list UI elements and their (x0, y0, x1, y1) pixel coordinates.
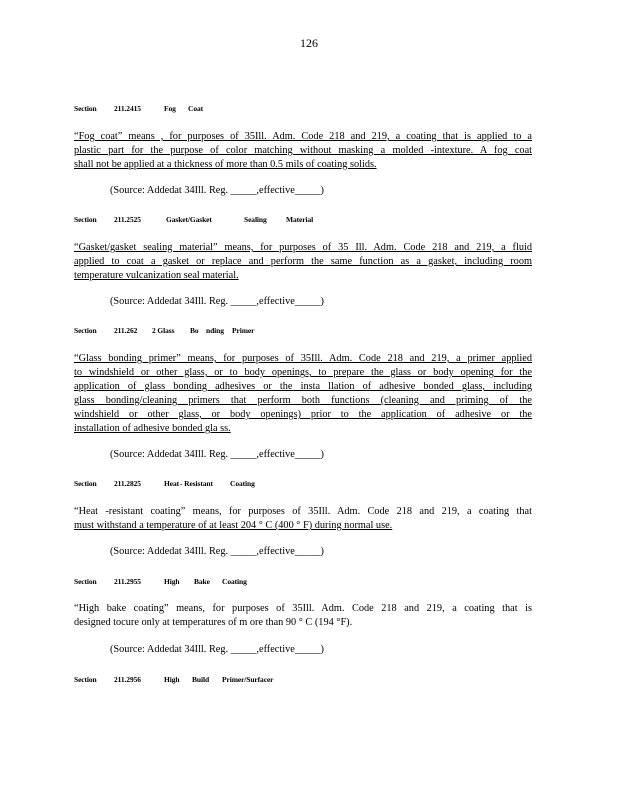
section-number: 211.2956 (114, 675, 141, 684)
section-title-word: Primer (232, 326, 255, 335)
section-title-word: Coating (230, 479, 255, 488)
paragraph-line: glass bonding/cleaning primers that perform both functions (cleaning and priming of the (74, 395, 532, 406)
paragraph-line: temperature vulcanization seal material. (74, 270, 239, 281)
section-title-word: Primer/Surfacer (222, 675, 274, 684)
section-title-word: Sealing (244, 215, 267, 224)
section-number: 211.262 (114, 326, 138, 335)
section-title-word: Bake (194, 577, 210, 586)
paragraph-line: to windshield or other glass, or to body openings, to prepare the glass or body opening for the (74, 367, 532, 378)
paragraph-line: installation of adhesive bonded gla ss. (74, 423, 231, 434)
section-title-word: Coating (222, 577, 247, 586)
definition-paragraph (74, 130, 532, 172)
paragraph-line: designed tocure only at temperatures of m ore than 90 ° C (194 °F). (74, 617, 353, 628)
paragraph-line: plastic part for the purpose of color matching without masking a molded -intexture. A fog coat (74, 145, 532, 156)
section-heading (74, 577, 266, 586)
section-label: Section (74, 326, 97, 335)
section-label: Section (74, 215, 97, 224)
paragraph-line: shall not be applied at a thickness of more than 0.5 mils of coating solids. (74, 159, 377, 170)
section-title-word: - Resistant (180, 479, 213, 488)
definition-paragraph (74, 241, 532, 283)
section-title-word: Build (192, 675, 210, 684)
source-note: (Source: Addedat 34Ill. Reg. _____,effective_____) (110, 296, 324, 307)
source-note: (Source: Addedat 34Ill. Reg. _____,effective_____) (110, 546, 324, 557)
paragraph-line: “Glass bonding primer” means, for purposes of 35Ill. Adm. Code 218 and 219, a primer applied (74, 353, 532, 364)
section-number: 211.2415 (114, 104, 141, 113)
section-label: Section (74, 675, 97, 684)
section-number: 211.2955 (114, 577, 141, 586)
paragraph-line: “Fog coat” means , for purposes of 35Ill. Adm. Code 218 and 219, a coating that is applied to a (74, 131, 532, 142)
section-title-word: Bo (190, 326, 199, 335)
section-title-word: Fog (164, 104, 176, 113)
paragraph-line: “Heat -resistant coating” means, for purposes of 35Ill. Adm. Code 218 and 219, a coating that (74, 506, 532, 517)
paragraph-line: “Gasket/gasket sealing material” means, for purposes of 35 Ill. Adm. Code 218 and 219, a fluid (74, 242, 532, 253)
section-title-word: Heat (164, 479, 180, 488)
section-number: 211.2525 (114, 215, 141, 224)
section-number: 211.2825 (114, 479, 141, 488)
section-heading (74, 326, 272, 335)
section-title-word: Coat (188, 104, 204, 113)
section-heading (74, 479, 270, 488)
section-heading (74, 104, 212, 113)
section-title-word: High (164, 675, 180, 684)
definition-paragraph (74, 602, 532, 630)
paragraph-line: windshield or other glass, or body openings) prior to the application of adhesive or the (74, 409, 532, 420)
section-title-word: Material (286, 215, 314, 224)
section-title-word: 2 Glass (152, 326, 175, 335)
source-note: (Source: Addedat 34Ill. Reg. _____,effective_____) (110, 185, 324, 196)
section-label: Section (74, 479, 97, 488)
source-note: (Source: Addedat 34Ill. Reg. _____,effective_____) (110, 449, 324, 460)
definition-paragraph (74, 505, 532, 533)
section-title-word: nding (206, 326, 224, 335)
paragraph-line: applied to coat a gasket or replace and perform the same function as a gasket, including room (74, 256, 532, 267)
section-heading (74, 215, 326, 224)
section-heading (74, 675, 314, 684)
section-title-word: High (164, 577, 180, 586)
paragraph-line: must withstand a temperature of at least 204 ° C (400 ° F) during normal use. (74, 520, 393, 531)
paragraph-line: application of glass bonding adhesives or the insta llation of adhesive bonded glass, including (74, 381, 532, 392)
paragraph-line: “High bake coating” means, for purposes of 35Ill. Adm. Code 218 and 219, a coating that is (74, 603, 532, 614)
section-label: Section (74, 577, 97, 586)
definition-paragraph (74, 352, 532, 436)
section-label: Section (74, 104, 97, 113)
page-number: 126 (300, 36, 318, 50)
section-title-word: Gasket/Gasket (166, 215, 212, 224)
source-note: (Source: Addedat 34Ill. Reg. _____,effective_____) (110, 644, 324, 655)
